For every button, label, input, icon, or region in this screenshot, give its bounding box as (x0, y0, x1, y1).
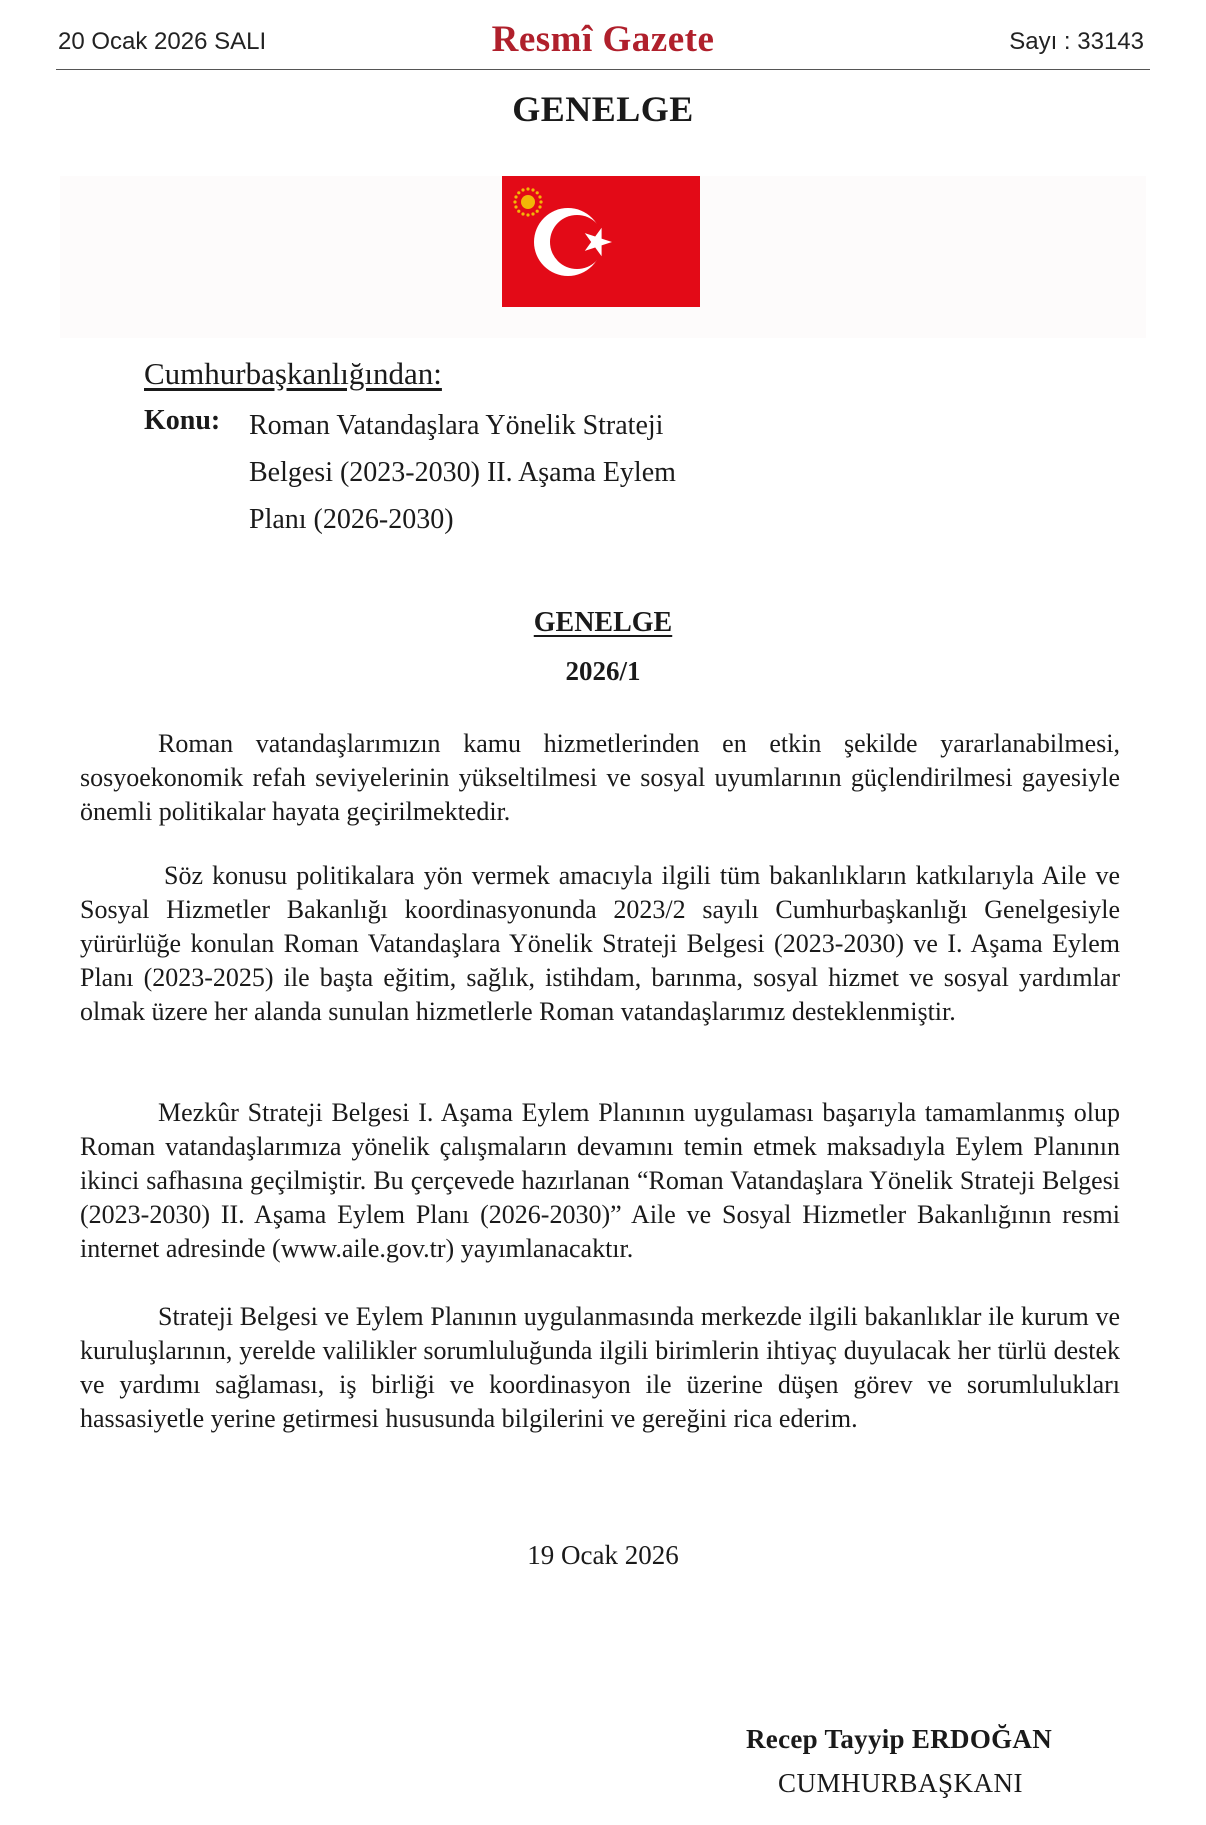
issue-date: 20 Ocak 2026 SALI (58, 28, 267, 55)
circular-number: 2026/1 (565, 656, 641, 686)
subject-text (249, 402, 749, 543)
turkish-flag-icon (502, 176, 700, 307)
gazette-header (56, 19, 1150, 68)
document-type-heading: GENELGE (512, 89, 694, 129)
subject-line: Planı (2026-2030) (249, 504, 454, 535)
subject-label: Konu: (144, 405, 221, 436)
body-paragraph: Roman vatandaşlarımızın kamu hizmetlerinden en etkin şekilde yararlanabilmesi, sosyoekonomik refah seviyelerinin yükseltilmesi ve sosyal uyumlarının güçlendirilmesi gayesiyle önemli politikalar hayata geçirilmektedir. (80, 729, 1120, 826)
header-divider (56, 69, 1150, 70)
body-paragraph: Mezkûr Strateji Belgesi I. Aşama Eylem Planının uygulaması başarıyla tamamlanmış olup Roman vatandaşlarımıza yönelik çalışmaların devamını temin etmek maksadıyla Eylem Planının ikinci safhasına geçilmiştir. Bu çerçevede hazırlanan “Roman Vatandaşlara Yönelik Strateji Belgesi (2023-2030) II. Aşama Eylem Planı (2026-2030)” Aile ve Sosyal Hizmetler Bakanlığının resmi internet adresinde (www.aile.gov.tr) yayımlanacaktır. (80, 1098, 1120, 1263)
publication-title: Resmî Gazete (491, 19, 715, 60)
body-paragraph: Söz konusu politikalara yön vermek amacıyla ilgili tüm bakanlıkların katkılarıyla Aile ve Sosyal Hizmetler Bakanlığı koordinasyonunda 2023/2 sayılı Cumhurbaşkanlığı Genelgesiyle yürürlüğe konulan Roman Vatandaşlara Yönelik Strateji Belgesi (2023-2030) ve I. Aşama Eylem Planı (2023-2025) ile başta eğitim, sağlık, istihdam, barınma, sosyal hizmet ve sosyal yardımlar olmak üzere her alanda sunulan hizmetlerle Roman vatandaşlarımız desteklenmiştir. (80, 861, 1120, 1026)
subject-line: Belgesi (2023-2030) II. Aşama Eylem (249, 457, 676, 488)
issue-number: Sayı : 33143 (1009, 28, 1144, 55)
circular-title: GENELGE (533, 607, 673, 638)
subject-line: Roman Vatandaşlara Yönelik Strateji (249, 410, 664, 441)
body-paragraph: Strateji Belgesi ve Eylem Planının uygulanmasında merkezde ilgili bakanlıklar ile kurum ve kuruluşlarının, yerelde valilikler sorumluluğunda ilgili birimlerin ihtiyaç duyulacak her türlü destek ve yardımı sağlaması, iş birliği ve koordinasyon ile üzerine düşen görev ve sorumlulukları hassasiyetle yerine getirmesi hususunda bilgilerini ve gereğini rica ederim. (80, 1302, 1120, 1433)
issuing-authority: Cumhurbaşkanlığından: (144, 356, 442, 391)
signatory-title: CUMHURBAŞKANI (778, 1768, 1024, 1798)
signing-date: 19 Ocak 2026 (527, 1540, 679, 1570)
flag-graphic (502, 176, 700, 307)
signatory-name: Recep Tayyip ERDOĞAN (746, 1724, 1053, 1754)
